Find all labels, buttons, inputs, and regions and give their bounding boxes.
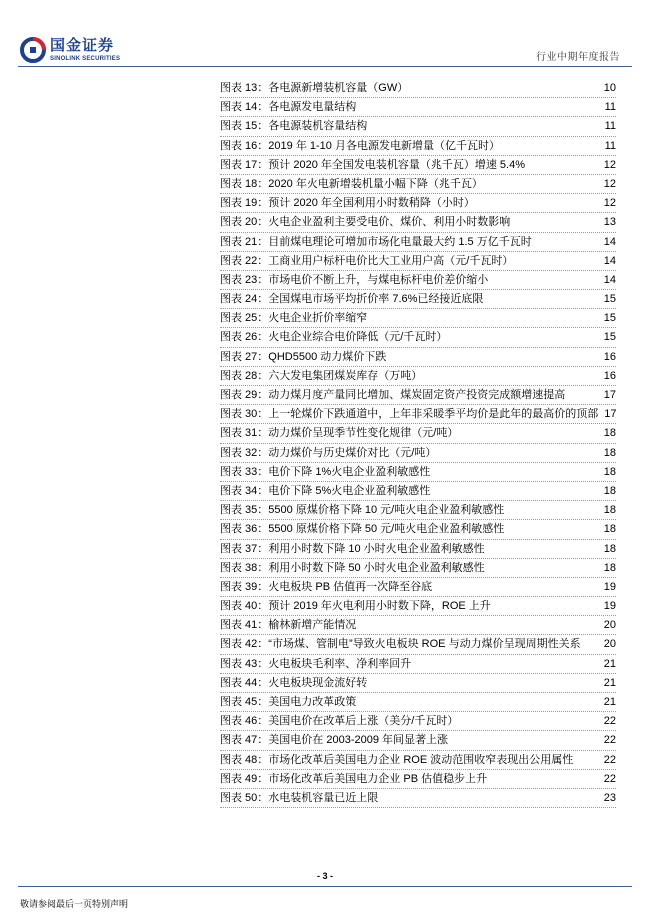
toc-entry-page: 18 xyxy=(603,542,616,555)
toc-entry[interactable] xyxy=(220,309,616,328)
toc-entry-text xyxy=(220,424,458,442)
toc-entry-label: 图表 15： xyxy=(220,120,269,133)
toc-entry-title: 市场化改革后美国电力企业 PB 估值稳步上升 xyxy=(268,772,488,785)
toc-entry-label: 图表 38： xyxy=(220,561,269,574)
toc-entry-text xyxy=(220,386,565,404)
toc-entry-page: 22 xyxy=(603,772,616,785)
disclaimer-note: 敬请参阅最后一页特别声明 xyxy=(20,899,129,909)
logo-english-name: SINOLINK SECURITIES xyxy=(50,56,121,62)
toc-entry-page: 12 xyxy=(603,197,616,210)
toc-entry-text xyxy=(220,348,386,366)
toc-entry-text xyxy=(220,252,513,270)
toc-entry-title: 动力煤月度产量同比增加、煤炭固定资产投资完成额增速提高 xyxy=(268,389,566,401)
toc-entry[interactable] xyxy=(220,655,616,674)
toc-entry-label: 图表 37： xyxy=(220,542,269,555)
toc-entry-label: 图表 32： xyxy=(220,446,269,459)
toc-entry[interactable] xyxy=(220,789,616,808)
toc-entry-title: 电价下降 5%火电企业盈利敏感性 xyxy=(268,484,431,497)
toc-entry-title: 各电源发电量结构 xyxy=(268,101,357,114)
toc-entry-text xyxy=(220,194,475,212)
toc-entry[interactable] xyxy=(220,693,616,712)
toc-entry-page: 14 xyxy=(603,235,616,248)
toc-entry-text xyxy=(220,175,483,193)
toc-entry-label: 图表 34： xyxy=(220,484,269,497)
toc-entry[interactable] xyxy=(220,597,616,616)
toc-entry-page: 18 xyxy=(603,523,616,536)
toc-entry-text xyxy=(220,616,356,634)
toc-entry-label: 图表 22： xyxy=(220,254,269,267)
toc-entry-text xyxy=(220,328,447,346)
toc-entry-label: 图表 44： xyxy=(220,676,269,689)
toc-entry-title: 全国煤电市场平均折价率 7.6%已经接近底限 xyxy=(268,293,484,306)
toc-entry-page: 19 xyxy=(603,600,616,613)
toc-entry-page: 15 xyxy=(603,293,616,306)
toc-entry-label: 图表 47： xyxy=(220,734,269,747)
toc-entry-page: 22 xyxy=(603,715,616,728)
toc-entry-page: 14 xyxy=(603,273,616,286)
toc-entry-text xyxy=(220,635,581,653)
toc-entry[interactable] xyxy=(220,424,616,443)
toc-entry-text xyxy=(220,501,504,519)
toc-entry-page: 21 xyxy=(603,696,616,708)
toc-entry-title: 火电板块现金流好转 xyxy=(268,676,368,689)
toc-entry-page: 15 xyxy=(603,312,616,325)
toc-entry-text xyxy=(220,405,598,423)
toc-entry-label: 图表 50： xyxy=(220,791,269,804)
toc-entry-label: 图表 41： xyxy=(220,619,269,632)
toc-entry[interactable] xyxy=(220,444,616,463)
logo-chinese-name: 国金证券 xyxy=(50,37,115,54)
toc-entry-title: 各电源新增装机容量（GW） xyxy=(268,82,409,94)
toc-entry-title: 榆林新增产能情况 xyxy=(268,619,357,632)
toc-entry-title: 水电装机容量已近上限 xyxy=(268,791,379,804)
toc-entry[interactable] xyxy=(220,559,616,578)
toc-entry-text xyxy=(220,117,367,135)
toc-entry-page: 18 xyxy=(603,465,616,478)
toc-entry-title: 利用小时数下降 10 小时火电企业盈利敏感性 xyxy=(268,542,485,555)
toc-entry-title: 火电企业盈利主要受电价、煤价、利用小时数影响 xyxy=(268,216,511,229)
toc-entry-page: 20 xyxy=(603,638,616,651)
toc-entry[interactable] xyxy=(220,79,616,98)
toc-entry-text xyxy=(220,482,430,500)
toc-entry-title: 市场电价不断上升，与煤电标杆电价差价缩小 xyxy=(268,273,489,286)
toc-entry-label: 图表 27： xyxy=(220,350,269,363)
toc-entry-title: 美国电力改革政策 xyxy=(268,696,357,708)
toc-entry-label: 图表 29： xyxy=(220,389,269,401)
toc-entry-text xyxy=(220,731,448,749)
toc-entry-text xyxy=(220,367,422,385)
toc-entry-label: 图表 23： xyxy=(220,273,269,286)
figure-list xyxy=(220,79,616,808)
toc-entry-text xyxy=(220,271,488,289)
toc-entry-page: 17 xyxy=(604,408,617,421)
toc-entry-label: 图表 40： xyxy=(220,600,269,613)
toc-entry-text xyxy=(220,674,367,692)
toc-entry[interactable] xyxy=(220,348,616,367)
toc-entry-title: 动力煤价与历史煤价对比（元/吨） xyxy=(268,446,437,459)
footer-divider xyxy=(18,886,632,887)
toc-entry-label: 图表 16： xyxy=(220,139,269,152)
toc-entry-page: 10 xyxy=(603,82,616,94)
toc-entry-label: 图表 30： xyxy=(220,408,269,421)
toc-entry[interactable] xyxy=(220,213,616,232)
toc-entry-page: 17 xyxy=(603,389,616,401)
toc-entry[interactable] xyxy=(220,635,616,654)
toc-entry-text xyxy=(220,444,436,462)
toc-entry-title: 预计 2019 年火电利用小时数下降，ROE 上升 xyxy=(268,600,491,613)
toc-entry-text xyxy=(220,712,458,730)
toc-entry-page: 21 xyxy=(603,657,616,670)
page-number: - 3 - xyxy=(316,871,333,881)
toc-entry-page: 18 xyxy=(603,427,616,440)
toc-entry-title: 利用小时数下降 50 小时火电企业盈利敏感性 xyxy=(268,561,485,574)
toc-entry[interactable] xyxy=(220,290,616,309)
toc-entry-label: 图表 13： xyxy=(220,82,269,94)
toc-entry-title: 5500 原煤价格下降 10 元/吨火电企业盈利敏感性 xyxy=(268,504,505,517)
toc-entry-label: 图表 35： xyxy=(220,504,269,517)
toc-entry[interactable] xyxy=(220,117,616,136)
toc-entry-title: 5500 原煤价格下降 50 元/吨火电企业盈利敏感性 xyxy=(268,523,505,536)
toc-entry-title: 美国电价在 2003-2009 年间显著上涨 xyxy=(268,734,449,747)
toc-entry-label: 图表 43： xyxy=(220,657,269,670)
toc-entry-page: 16 xyxy=(603,350,616,363)
toc-entry-text xyxy=(220,290,483,308)
toc-entry-title: 火电板块 PB 估值再一次降至谷底 xyxy=(268,580,433,593)
header-divider xyxy=(18,66,632,67)
toc-entry-title: 美国电价在改革后上涨（美分/千瓦时） xyxy=(268,715,459,728)
toc-entry-text xyxy=(220,463,430,481)
toc-entry-title: 动力煤价呈现季节性变化规律（元/吨） xyxy=(268,427,459,440)
toc-entry-label: 图表 14： xyxy=(220,101,269,114)
toc-entry-label: 图表 18： xyxy=(220,177,269,190)
toc-entry-page: 18 xyxy=(603,561,616,574)
toc-entry-title: 上一轮煤价下跌通道中，上年非采暖季平均价是此年的最高价的顶部 xyxy=(268,408,599,421)
toc-entry-page: 18 xyxy=(603,504,616,517)
toc-entry-label: 图表 42： xyxy=(220,638,269,651)
toc-entry-text xyxy=(220,789,378,807)
toc-entry[interactable] xyxy=(220,405,616,424)
toc-entry[interactable] xyxy=(220,175,616,194)
toc-entry-title: 市场化改革后美国电力企业 ROE 波动范围收窄表现出公用属性 xyxy=(268,753,574,766)
toc-entry-page: 11 xyxy=(604,139,616,152)
toc-entry-label: 图表 46： xyxy=(220,715,269,728)
toc-entry-text xyxy=(220,79,408,97)
toc-entry[interactable] xyxy=(220,578,616,597)
toc-entry-text xyxy=(220,520,504,538)
toc-entry-page: 20 xyxy=(603,619,616,632)
toc-entry-text xyxy=(220,233,532,251)
toc-entry-page: 13 xyxy=(603,216,616,229)
toc-entry-title: 工商业用户标杆电价比大工业用户高（元/千瓦时） xyxy=(268,254,514,267)
toc-entry-page: 22 xyxy=(603,734,616,747)
toc-entry[interactable] xyxy=(220,233,616,252)
toc-entry[interactable] xyxy=(220,540,616,559)
toc-entry-title: 火电企业综合电价降低（元/千瓦时） xyxy=(268,331,448,344)
toc-entry-text xyxy=(220,559,485,577)
toc-entry[interactable] xyxy=(220,520,616,539)
toc-entry-text xyxy=(220,137,500,155)
toc-entry-label: 图表 33： xyxy=(220,465,269,478)
toc-entry-title: 目前煤电理论可增加市场化电量最大约 1.5 万亿千瓦时 xyxy=(268,235,532,248)
toc-entry-page: 11 xyxy=(604,120,616,133)
toc-entry-label: 图表 25： xyxy=(220,312,269,325)
toc-entry-label: 图表 20： xyxy=(220,216,269,229)
report-type: 行业中期年度报告 xyxy=(536,52,620,63)
toc-entry-title: 各电源装机容量结构 xyxy=(268,120,368,133)
toc-entry[interactable] xyxy=(220,712,616,731)
toc-entry[interactable] xyxy=(220,386,616,405)
toc-entry-title: 火电板块毛利率、净利率回升 xyxy=(268,657,412,670)
toc-entry[interactable] xyxy=(220,770,616,789)
toc-entry-label: 图表 36： xyxy=(220,523,269,536)
toc-entry[interactable] xyxy=(220,463,616,482)
toc-entry[interactable] xyxy=(220,271,616,290)
toc-entry-page: 11 xyxy=(604,101,616,114)
toc-entry-page: 12 xyxy=(603,158,616,171)
toc-entry[interactable] xyxy=(220,501,616,520)
toc-entry-text xyxy=(220,213,510,231)
toc-entry-label: 图表 21： xyxy=(220,235,269,248)
toc-entry-text xyxy=(220,751,573,769)
toc-entry[interactable] xyxy=(220,367,616,386)
toc-entry[interactable] xyxy=(220,194,616,213)
toc-entry-text xyxy=(220,597,491,615)
toc-entry-title: 六大发电集团煤炭库存（万吨） xyxy=(268,369,423,382)
toc-entry[interactable] xyxy=(220,137,616,156)
toc-entry-page: 18 xyxy=(603,484,616,497)
toc-entry-label: 图表 17： xyxy=(220,158,269,171)
toc-entry-text xyxy=(220,156,525,174)
toc-entry-page: 14 xyxy=(603,254,616,267)
toc-entry-label: 图表 45： xyxy=(220,696,269,708)
toc-entry[interactable] xyxy=(220,616,616,635)
toc-entry-text xyxy=(220,770,487,788)
toc-entry-page: 23 xyxy=(603,791,616,804)
toc-entry-title: “市场煤、管制电”导致火电板块 ROE 与动力煤价呈现周期性关系 xyxy=(268,638,581,651)
toc-entry[interactable] xyxy=(220,156,616,175)
toc-entry-label: 图表 49： xyxy=(220,772,269,785)
toc-entry-text xyxy=(220,693,356,711)
toc-entry-label: 图表 19： xyxy=(220,197,269,210)
toc-entry-page: 21 xyxy=(603,676,616,689)
toc-entry[interactable] xyxy=(220,731,616,750)
toc-entry-title: 预计 2020 年全国发电装机容量（兆千瓦）增速 5.4% xyxy=(268,158,526,171)
toc-entry[interactable] xyxy=(220,482,616,501)
toc-entry-title: QHD5500 动力煤价下跌 xyxy=(268,350,387,363)
company-logo xyxy=(20,36,120,64)
toc-entry[interactable] xyxy=(220,328,616,347)
toc-entry-page: 15 xyxy=(603,331,616,344)
toc-entry-label: 图表 39： xyxy=(220,580,269,593)
toc-entry-title: 预计 2020 年全国利用小时数稍降（小时） xyxy=(268,197,475,210)
toc-entry[interactable] xyxy=(220,674,616,693)
toc-entry-title: 电价下降 1%火电企业盈利敏感性 xyxy=(268,465,431,478)
toc-entry-page: 22 xyxy=(603,753,616,766)
toc-entry-page: 19 xyxy=(603,580,616,593)
toc-entry-label: 图表 48： xyxy=(220,753,269,766)
toc-entry-title: 火电企业折价率缩窄 xyxy=(268,312,368,325)
company-logo-icon xyxy=(20,37,46,63)
toc-entry-page: 16 xyxy=(603,369,616,382)
toc-entry-text xyxy=(220,655,411,673)
toc-entry-label: 图表 31： xyxy=(220,427,269,440)
toc-entry[interactable] xyxy=(220,751,616,770)
toc-entry-text xyxy=(220,98,356,116)
toc-entry-page: 18 xyxy=(603,446,616,459)
toc-entry-page: 12 xyxy=(603,177,616,190)
toc-entry-text xyxy=(220,309,367,327)
toc-entry-label: 图表 24： xyxy=(220,293,269,306)
toc-entry-title: 2020 年火电新增装机量小幅下降（兆千瓦） xyxy=(268,177,483,190)
toc-entry-label: 图表 26： xyxy=(220,331,269,344)
toc-entry-text xyxy=(220,578,432,596)
toc-entry-title: 2019 年 1-10 月各电源发电新增量（亿千瓦时） xyxy=(268,139,500,152)
toc-entry[interactable] xyxy=(220,98,616,117)
toc-entry-text xyxy=(220,540,485,558)
toc-entry-label: 图表 28： xyxy=(220,369,269,382)
toc-entry[interactable] xyxy=(220,252,616,271)
